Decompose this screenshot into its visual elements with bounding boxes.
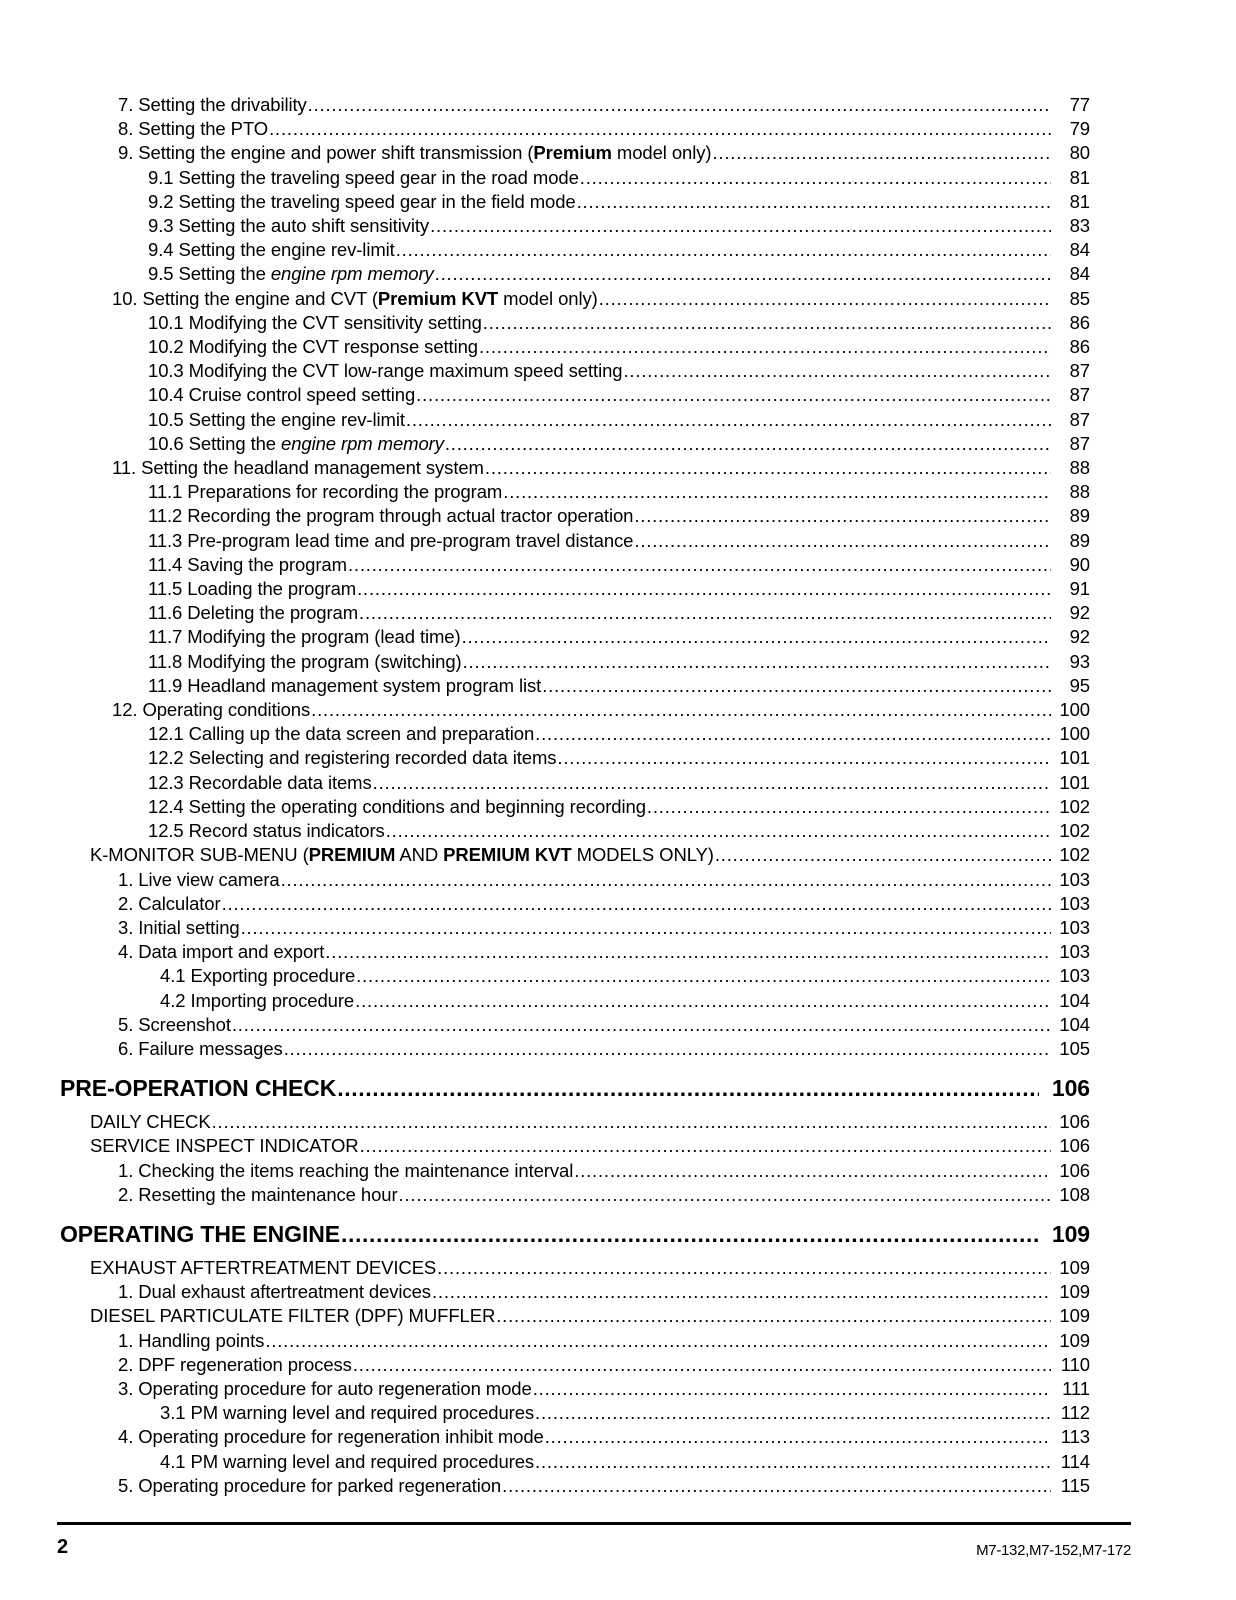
toc-page-number: 79 (1069, 118, 1090, 140)
toc-entry[interactable] (60, 456, 1090, 480)
toc-page-number: 88 (1069, 457, 1090, 479)
toc-emphasis-italic: engine rpm memory (281, 432, 444, 454)
toc-entry-label: 11.6 Deleting the program (148, 602, 359, 624)
toc-dot-leader (463, 653, 1051, 672)
toc-entry[interactable] (60, 577, 1090, 601)
toc-page-number: 109 (1059, 1329, 1090, 1351)
toc-page-number: 103 (1059, 916, 1090, 938)
toc-entry-label: DAILY CHECK (90, 1111, 211, 1133)
toc-page-number: 100 (1059, 699, 1090, 721)
toc-entry[interactable] (60, 650, 1090, 674)
toc-entry[interactable] (60, 190, 1090, 214)
toc-entry[interactable] (60, 1256, 1090, 1280)
toc-entry-label: 3.1 PM warning level and required procedures (160, 1402, 535, 1424)
toc-entry-label: 4.1 Exporting procedure (160, 965, 356, 987)
toc-entry[interactable] (60, 698, 1090, 722)
toc-entry[interactable] (60, 529, 1090, 553)
toc-dot-leader (485, 459, 1051, 478)
toc-page-number: 102 (1059, 820, 1090, 842)
toc-entry[interactable] (60, 1425, 1090, 1449)
toc-page-number: 103 (1059, 892, 1090, 914)
toc-entry-label: 11.1 Preparations for recording the program (148, 481, 503, 503)
toc-dot-leader (353, 1356, 1051, 1375)
toc-dot-leader (373, 774, 1051, 793)
toc-entry-label (148, 262, 434, 286)
toc-page-number: 89 (1069, 505, 1090, 527)
toc-entry-label: 11.3 Pre-program lead time and pre-program travel distance (148, 529, 634, 551)
toc-page-number: 104 (1059, 1013, 1090, 1035)
toc-entry-label (148, 432, 444, 456)
toc-page-number: 86 (1069, 336, 1090, 358)
toc-dot-leader (483, 314, 1051, 333)
toc-entry-label: 11.9 Headland management system program list (148, 674, 542, 696)
toc-page-number: 87 (1069, 408, 1090, 430)
footer-divider (57, 1522, 1131, 1525)
toc-entry[interactable] (60, 722, 1090, 746)
toc-text-run: 10. Setting the engine and CVT ( (112, 287, 378, 309)
toc-entry[interactable] (60, 771, 1090, 795)
toc-page-number: 84 (1069, 263, 1090, 285)
toc-entry[interactable] (60, 238, 1090, 262)
toc-text-run: AND (395, 844, 444, 866)
toc-entry-label: 3. Operating procedure for auto regeneration mode (118, 1377, 532, 1399)
toc-entry[interactable] (60, 625, 1090, 649)
toc-dot-leader (325, 943, 1051, 962)
toc-page-number: 115 (1060, 1474, 1090, 1496)
toc-entry-label: 5. Screenshot (118, 1013, 231, 1035)
toc-entry-label: DIESEL PARTICULATE FILTER (DPF) MUFFLER (90, 1305, 496, 1327)
toc-entry-label: 4.2 Importing procedure (160, 989, 355, 1011)
toc-dot-leader (357, 580, 1051, 599)
toc-entry-label: 5. Operating procedure for parked regeneration (118, 1474, 502, 1496)
toc-entry[interactable] (60, 746, 1090, 770)
toc-entry-label: 11. Setting the headland management system (112, 457, 484, 479)
toc-entry-label: 11.4 Saving the program (148, 553, 347, 575)
toc-entry[interactable] (60, 1353, 1090, 1377)
toc-entry-label: 9.1 Setting the traveling speed gear in the road mode (148, 166, 579, 188)
toc-dot-leader (359, 604, 1051, 623)
toc-dot-leader (580, 169, 1051, 188)
toc-entry[interactable] (60, 868, 1090, 892)
toc-entry-label: 10.5 Setting the engine rev-limit (148, 408, 405, 430)
toc-page-number: 103 (1059, 941, 1090, 963)
toc-entry-label: 12.2 Selecting and registering recorded data items (148, 747, 557, 769)
toc-entry[interactable] (60, 1329, 1090, 1353)
toc-emphasis-italic: engine rpm memory (270, 263, 434, 285)
toc-entry-label (118, 141, 711, 165)
toc-entry-label: 12.5 Record status indicators (148, 820, 385, 842)
toc-entry[interactable] (60, 141, 1090, 165)
toc-dot-leader (265, 1332, 1051, 1351)
toc-entry[interactable] (60, 819, 1090, 843)
toc-entry-label: 8. Setting the PTO (118, 118, 269, 140)
toc-entry[interactable] (60, 93, 1090, 117)
toc-dot-leader (360, 1137, 1051, 1156)
toc-entry[interactable] (60, 940, 1090, 964)
toc-page-number: 92 (1069, 602, 1090, 624)
toc-dot-leader (533, 1380, 1051, 1399)
toc-entry-label: SERVICE INSPECT INDICATOR (90, 1135, 359, 1157)
toc-text-run: model only) (498, 287, 598, 309)
toc-entry[interactable] (60, 916, 1090, 940)
toc-page-number: 112 (1060, 1402, 1090, 1424)
toc-dot-leader (462, 628, 1051, 647)
toc-entry-label: 7. Setting the drivability (118, 94, 307, 115)
toc-entry-label: 11.5 Loading the program (148, 578, 357, 600)
toc-entry-label: 2. DPF regeneration process (118, 1353, 352, 1375)
toc-dot-leader (212, 1113, 1051, 1132)
toc-page-number: 88 (1069, 481, 1090, 503)
toc-entry-label: EXHAUST AFTERTREATMENT DEVICES (90, 1256, 437, 1278)
toc-page-number: 103 (1059, 868, 1090, 890)
toc-dot-leader (502, 1477, 1051, 1496)
toc-dot-leader (557, 749, 1051, 768)
toc-text-run: 9.5 Setting the (148, 263, 271, 285)
toc-page-number: 86 (1069, 311, 1090, 333)
toc-entry-label: 10.4 Cruise control speed setting (148, 384, 416, 406)
toc-entry[interactable] (60, 892, 1090, 916)
toc-dot-leader (281, 871, 1051, 890)
toc-entry-label: 11.8 Modifying the program (switching) (148, 650, 462, 672)
toc-entry[interactable] (60, 1073, 1090, 1103)
toc-page-number: 83 (1069, 215, 1090, 237)
toc-text-run: model only) (611, 142, 712, 164)
toc-entry-label: 4. Operating procedure for regeneration inhibit mode (118, 1426, 544, 1448)
toc-entry[interactable] (60, 1401, 1090, 1425)
toc-page-number: 108 (1059, 1183, 1090, 1205)
table-of-contents-list (60, 93, 1090, 1498)
toc-page-number: 109 (1051, 1220, 1090, 1247)
toc-dot-leader (479, 338, 1051, 357)
toc-entry[interactable] (60, 1304, 1090, 1328)
toc-entry-label: 12.4 Setting the operating conditions and beginning recording (148, 795, 646, 817)
toc-emphasis-bold: Premium (533, 142, 612, 164)
toc-entry-label: 1. Dual exhaust aftertreatment devices (118, 1281, 431, 1303)
toc-dot-leader (542, 677, 1051, 696)
toc-entry[interactable] (60, 359, 1090, 383)
toc-page-number: 109 (1059, 1305, 1090, 1327)
toc-entry[interactable] (60, 1013, 1090, 1037)
toc-entry-label: 1. Checking the items reaching the maintenance interval (118, 1159, 574, 1181)
toc-page-number: 111 (1062, 1377, 1090, 1399)
toc-entry[interactable] (60, 383, 1090, 407)
toc-page-number: 77 (1069, 94, 1090, 115)
toc-entry[interactable] (60, 287, 1090, 311)
toc-entry-label: 3. Initial setting (118, 916, 240, 938)
toc-entry-label: 2. Calculator (118, 892, 221, 914)
toc-dot-leader (712, 144, 1051, 163)
toc-entry[interactable] (60, 1450, 1090, 1474)
toc-entry-label: 11.7 Modifying the program (lead time) (148, 626, 461, 648)
toc-entry[interactable] (60, 166, 1090, 190)
toc-dot-leader (416, 386, 1051, 405)
toc-text-run: 9. Setting the engine and power shift transmission ( (118, 142, 534, 164)
toc-entry-label (90, 843, 714, 867)
toc-dot-leader (348, 556, 1051, 575)
toc-entry[interactable] (60, 1159, 1090, 1183)
toc-dot-leader (341, 1223, 1039, 1246)
toc-dot-leader (386, 822, 1051, 841)
toc-dot-leader (337, 1077, 1039, 1100)
toc-dot-leader (503, 483, 1051, 502)
toc-page-number: 87 (1069, 384, 1090, 406)
toc-dot-leader (311, 701, 1051, 720)
toc-dot-leader (496, 1307, 1051, 1326)
toc-page-number: 87 (1069, 360, 1090, 382)
toc-dot-leader (634, 507, 1051, 526)
toc-entry[interactable] (60, 1134, 1090, 1158)
toc-entry[interactable] (60, 1183, 1090, 1207)
toc-page-number: 91 (1069, 578, 1090, 600)
toc-dot-leader (432, 1283, 1051, 1302)
toc-entry[interactable] (60, 432, 1090, 456)
toc-dot-leader (574, 1162, 1051, 1181)
toc-entry-label: 9.4 Setting the engine rev-limit (148, 239, 395, 261)
toc-dot-leader (715, 846, 1051, 865)
toc-entry-label: 9.2 Setting the traveling speed gear in the field mode (148, 190, 576, 212)
toc-page-number: 114 (1060, 1450, 1090, 1472)
toc-dot-leader (623, 362, 1051, 381)
toc-emphasis-bold: Premium KVT (377, 287, 499, 309)
toc-dot-leader (445, 435, 1051, 454)
toc-page-number: 103 (1059, 965, 1090, 987)
toc-dot-leader (435, 265, 1051, 284)
toc-entry[interactable] (60, 674, 1090, 698)
toc-dot-leader (647, 798, 1051, 817)
toc-entry-label: 2. Resetting the maintenance hour (118, 1183, 398, 1205)
toc-entry-label: 1. Live view camera (118, 868, 280, 890)
toc-page-number: 106 (1051, 1075, 1090, 1102)
toc-page-number: 81 (1069, 166, 1090, 188)
toc-dot-leader (241, 919, 1051, 938)
footer-page-number: 2 (57, 1536, 68, 1558)
toc-entry-label: 12. Operating conditions (112, 699, 311, 721)
toc-entry-label: 10.2 Modifying the CVT response setting (148, 336, 478, 358)
toc-dot-leader (535, 1453, 1051, 1472)
toc-page-number: 80 (1069, 142, 1090, 164)
toc-dot-leader (577, 193, 1051, 212)
toc-entry[interactable] (60, 1219, 1090, 1249)
toc-text-run: K-MONITOR SUB-MENU ( (90, 844, 309, 866)
toc-page-number: 101 (1059, 747, 1090, 769)
toc-dot-leader (535, 1404, 1051, 1423)
toc-dot-leader (535, 725, 1051, 744)
toc-dot-leader (406, 411, 1051, 430)
toc-entry[interactable] (60, 843, 1090, 867)
toc-entry[interactable] (60, 117, 1090, 141)
toc-entry-label: 10.1 Modifying the CVT sensitivity setting (148, 311, 482, 333)
toc-dot-leader (634, 532, 1051, 551)
toc-dot-leader (222, 895, 1051, 914)
toc-emphasis-bold: PREMIUM KVT (443, 844, 572, 866)
toc-dot-leader (355, 992, 1051, 1011)
toc-entry[interactable] (60, 504, 1090, 528)
toc-entry-label: 12.1 Calling up the data screen and preparation (148, 723, 535, 745)
toc-entry[interactable] (60, 1280, 1090, 1304)
toc-entry-label: 9.3 Setting the auto shift sensitivity (148, 215, 430, 237)
toc-entry[interactable] (60, 989, 1090, 1013)
toc-dot-leader (232, 1016, 1051, 1035)
toc-entry[interactable] (60, 408, 1090, 432)
toc-page-number: 106 (1059, 1135, 1090, 1157)
toc-page-number: 85 (1069, 287, 1090, 309)
toc-entry[interactable] (60, 214, 1090, 238)
toc-entry[interactable] (60, 311, 1090, 335)
toc-page-number: 81 (1069, 190, 1090, 212)
toc-dot-leader (599, 290, 1051, 309)
toc-entry[interactable] (60, 262, 1090, 286)
toc-dot-leader (399, 1186, 1051, 1205)
toc-page-number: 89 (1069, 529, 1090, 551)
toc-entry-label: 10.3 Modifying the CVT low-range maximum speed setting (148, 360, 623, 382)
toc-entry-label: 6. Failure messages (118, 1037, 283, 1059)
toc-entry[interactable] (60, 1474, 1090, 1498)
toc-page-number: 110 (1060, 1353, 1090, 1375)
toc-page-number: 84 (1069, 239, 1090, 261)
toc-entry[interactable] (60, 964, 1090, 988)
toc-entry[interactable] (60, 1377, 1090, 1401)
toc-page-number: 109 (1059, 1281, 1090, 1303)
toc-entry-label: 12.3 Recordable data items (148, 771, 372, 793)
toc-dot-leader (545, 1428, 1051, 1447)
toc-dot-leader (437, 1259, 1051, 1278)
toc-dot-leader (284, 1040, 1051, 1059)
toc-page-number: 93 (1069, 650, 1090, 672)
toc-entry[interactable] (60, 553, 1090, 577)
toc-entry[interactable] (60, 335, 1090, 359)
toc-entry[interactable] (60, 480, 1090, 504)
toc-dot-leader (308, 96, 1051, 115)
toc-page-number: 101 (1059, 771, 1090, 793)
toc-dot-leader (430, 217, 1051, 236)
toc-page-number: 90 (1069, 553, 1090, 575)
toc-entry-label: OPERATING THE ENGINE (60, 1220, 340, 1247)
toc-entry[interactable] (60, 795, 1090, 819)
toc-entry-label (112, 287, 598, 311)
toc-text-run: 10.6 Setting the (148, 432, 282, 454)
toc-page-number: 87 (1069, 432, 1090, 454)
footer-model-codes: M7-132,M7-152,M7-172 (976, 1542, 1131, 1559)
toc-page-number: 92 (1069, 626, 1090, 648)
toc-dot-leader (396, 241, 1051, 260)
toc-entry[interactable] (60, 1110, 1090, 1134)
toc-page-number: 95 (1069, 674, 1090, 696)
toc-dot-leader (269, 120, 1051, 139)
toc-page-number: 100 (1059, 723, 1090, 745)
toc-page-number: 102 (1059, 795, 1090, 817)
toc-page-number: 104 (1059, 989, 1090, 1011)
toc-entry-label: PRE-OPERATION CHECK (60, 1075, 337, 1102)
toc-page-number: 105 (1059, 1037, 1090, 1059)
toc-entry-label: 4. Data import and export (118, 941, 325, 963)
toc-text-run: MODELS ONLY) (571, 844, 714, 866)
toc-entry-label: 1. Handling points (118, 1329, 265, 1351)
toc-entry-label: 4.1 PM warning level and required procedures (160, 1450, 535, 1472)
toc-entry[interactable] (60, 601, 1090, 625)
toc-page-number: 106 (1059, 1111, 1090, 1133)
toc-page-number: 106 (1059, 1159, 1090, 1181)
toc-page-number: 109 (1059, 1256, 1090, 1278)
toc-entry[interactable] (60, 1037, 1090, 1061)
toc-page-number: 113 (1060, 1426, 1090, 1448)
toc-emphasis-bold: PREMIUM (308, 844, 396, 866)
toc-dot-leader (356, 967, 1051, 986)
toc-entry-label: 11.2 Recording the program through actual tractor operation (148, 505, 634, 527)
toc-page-number: 102 (1059, 844, 1090, 866)
